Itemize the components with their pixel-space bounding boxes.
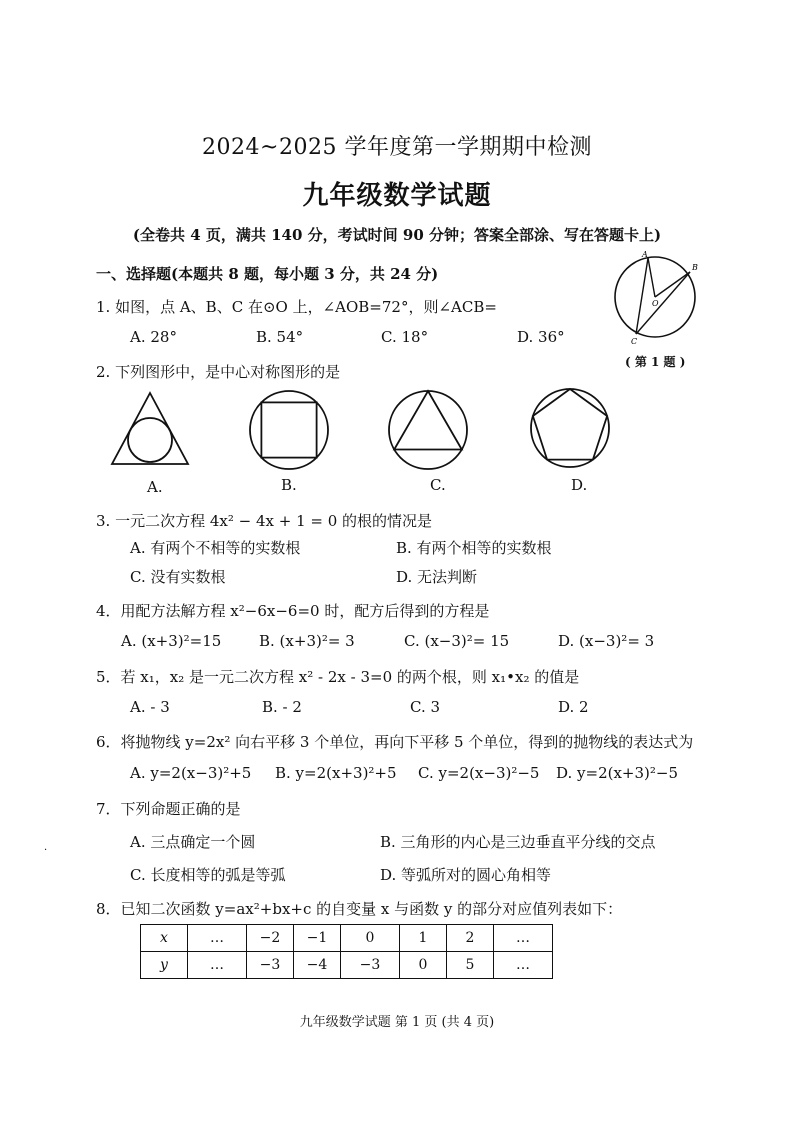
q7-option-c: C. 长度相等的弧是等弧 (130, 866, 286, 884)
q6-option-c: C. y=2(x−3)²−5 (418, 764, 540, 782)
table-cell: … (494, 952, 553, 979)
q7-option-d: D. 等弧所对的圆心角相等 (380, 866, 552, 884)
q1-option-a: A. 28° (130, 328, 177, 346)
table-cell: x (141, 925, 188, 952)
table-cell: −2 (247, 925, 294, 952)
q2-option-c: C. (430, 476, 446, 494)
q7-option-a: A. 三点确定一个圆 (130, 833, 256, 851)
label-b: B (692, 263, 698, 272)
q3-option-d: D. 无法判断 (396, 568, 478, 586)
q2-figure-c (386, 388, 470, 472)
q1-option-b: B. 54° (256, 328, 304, 346)
q2-figure-a (108, 390, 192, 470)
q3-option-c: C. 没有实数根 (130, 568, 226, 586)
q2-option-b: B. (281, 476, 297, 494)
q2-figure-d (528, 386, 612, 470)
question-1: 1. 如图，点 A、B、C 在⊙O 上，∠AOB=72°，则∠ACB= (96, 298, 497, 316)
exam-title: 九年级数学试题 (302, 181, 492, 211)
q4-option-c: C. (x−3)²= 15 (404, 632, 510, 650)
exam-period-title: 2024~2025 学年度第一学期期中检测 (202, 135, 592, 160)
section-title: 一、选择题(本题共 8 题，每小题 3 分，共 24 分) (96, 265, 439, 283)
stray-mark: · (44, 845, 48, 856)
q4-option-a: A. (x+3)²=15 (121, 632, 222, 650)
q6-option-d: D. y=2(x+3)²−5 (556, 764, 679, 782)
q5-option-b: B. - 2 (262, 698, 302, 716)
question-2: 2. 下列图形中，是中心对称图形的是 (96, 363, 341, 381)
q6-option-b: B. y=2(x+3)²+5 (275, 764, 397, 782)
table-cell: 5 (447, 952, 494, 979)
table-cell: 1 (400, 925, 447, 952)
figure-caption: ( 第 1 题 ) (625, 355, 686, 369)
table-cell: −4 (294, 952, 341, 979)
q1-option-c: C. 18° (381, 328, 429, 346)
exam-note: (全卷共 4 页，满共 140 分，考试时间 90 分钟；答案全部涂、写在答题卡上) (132, 226, 662, 244)
table-cell: −1 (294, 925, 341, 952)
q2-option-d: D. (571, 476, 588, 494)
page-footer: 九年级数学试题 第 1 页 (共 4 页) (299, 1015, 495, 1030)
question-5: 5．若 x₁，x₂ 是一元二次方程 x² - 2x - 3=0 的两个根，则 x₁•x₂ 的值是 (96, 668, 580, 686)
table-row (141, 952, 553, 979)
table-cell: −3 (341, 952, 400, 979)
figure-q1-circle (608, 250, 702, 350)
label-c: C (631, 337, 638, 346)
table-cell: 0 (341, 925, 400, 952)
table-cell: −3 (247, 952, 294, 979)
table-cell: … (188, 952, 247, 979)
value-table (140, 924, 553, 979)
label-o: O (652, 299, 659, 308)
q2-figure-b (247, 388, 331, 472)
q5-option-d: D. 2 (558, 698, 589, 716)
q5-option-c: C. 3 (410, 698, 441, 716)
q1-option-d: D. 36° (517, 328, 565, 346)
q4-option-b: B. (x+3)²= 3 (259, 632, 355, 650)
table-cell: 2 (447, 925, 494, 952)
question-6: 6．将抛物线 y=2x² 向右平移 3 个单位，再向下平移 5 个单位，得到的抛物线的表达式为 (96, 733, 694, 751)
table-cell: 0 (400, 952, 447, 979)
q3-option-b: B. 有两个相等的实数根 (396, 539, 552, 557)
q3-option-a: A. 有两个不相等的实数根 (130, 539, 301, 557)
question-3: 3. 一元二次方程 4x² − 4x + 1 = 0 的根的情况是 (96, 512, 433, 530)
table-cell: … (188, 925, 247, 952)
q5-option-a: A. - 3 (130, 698, 170, 716)
q7-option-b: B. 三角形的内心是三边垂直平分线的交点 (380, 833, 656, 851)
label-a: A (642, 250, 648, 259)
question-7: 7．下列命题正确的是 (96, 800, 241, 818)
q2-option-a: A. (147, 478, 163, 496)
table-cell: y (141, 952, 188, 979)
table-cell: … (494, 925, 553, 952)
q6-option-a: A. y=2(x−3)²+5 (130, 764, 252, 782)
table-row (141, 925, 553, 952)
question-4: 4．用配方法解方程 x²−6x−6=0 时，配方后得到的方程是 (96, 602, 490, 620)
q4-option-d: D. (x−3)²= 3 (558, 632, 655, 650)
question-8: 8．已知二次函数 y=ax²+bx+c 的自变量 x 与函数 y 的部分对应值列表如下： (96, 900, 623, 918)
